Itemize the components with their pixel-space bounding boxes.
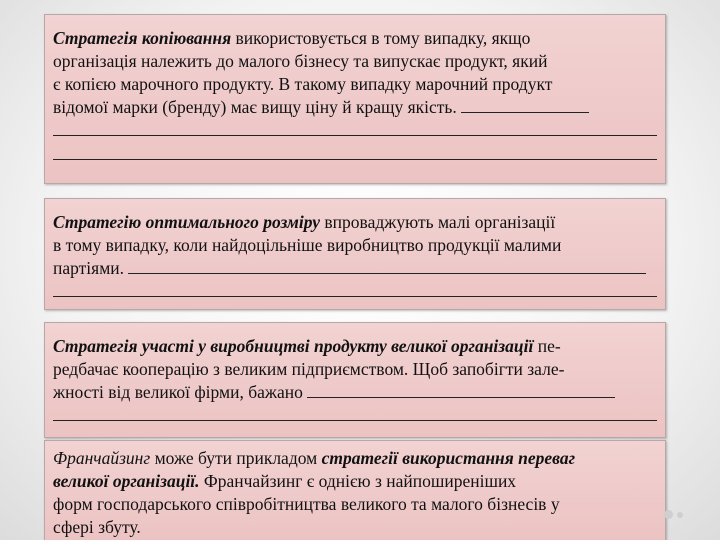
line-text: партіями. — [53, 258, 125, 278]
card-line — [53, 211, 657, 234]
card-line — [53, 335, 657, 358]
answer-blank[interactable] — [461, 96, 589, 113]
card-line: форм господарського співробітництва великого та малого бізнесів у — [53, 494, 560, 514]
line-text: відомої марки (бренду) має вищу ціну й кращу якість. — [53, 97, 457, 117]
decorative-dot — [677, 512, 683, 518]
answer-blank[interactable] — [128, 257, 646, 274]
card-line — [53, 381, 657, 404]
text-card-copying-strategy — [44, 14, 666, 184]
answer-blank[interactable] — [53, 404, 657, 421]
answer-blank[interactable] — [53, 119, 657, 136]
line-text: жності від великої фірми, бажано — [53, 382, 303, 402]
term-optimal-size-strategy: Стратегію оптимального розміру — [53, 212, 321, 232]
term-copying-strategy: Стратегія копіювання — [53, 28, 232, 48]
card-line: організація належить до малого бізнесу та випускає продукт, який — [53, 51, 548, 71]
card-line — [53, 447, 657, 470]
line-text: використовується в тому випадку, якщо — [231, 28, 531, 48]
answer-blank[interactable] — [307, 381, 615, 398]
line-text: може бути прикладом — [150, 448, 322, 468]
line-text: впроваджують малі організації — [320, 212, 556, 232]
term-participation-strategy: Стратегія участі у виробництві продукту великої організації — [53, 336, 534, 356]
card-line: є копією марочного продукту. В такому випадку марочний продукт — [53, 74, 553, 94]
card-line — [53, 257, 657, 280]
answer-blank[interactable] — [53, 280, 657, 297]
decorative-dot — [664, 510, 673, 519]
card-line: сфері збуту. — [53, 517, 141, 537]
card-line — [53, 470, 657, 493]
card-line — [53, 27, 657, 50]
term-franchising: Франчайзинг — [53, 448, 151, 468]
line-text: пе- — [533, 336, 561, 356]
text-card-optimal-size-strategy — [44, 198, 666, 310]
card-line: редбачає кооперацію з великим підприємством. Щоб запобігти зале- — [53, 359, 565, 379]
card-line — [53, 96, 657, 119]
term-large-organization: великої організації. — [53, 471, 200, 491]
text-card-participation-strategy — [44, 322, 666, 438]
term-advantage-strategy: стратегії використання переваг — [321, 448, 576, 468]
answer-blank[interactable] — [53, 143, 657, 160]
text-card-franchising — [44, 440, 666, 540]
card-line: в тому випадку, коли найдоцільніше виробництво продукції малими — [53, 235, 562, 255]
line-text: Франчайзинг є однією з найпоширеніших — [199, 471, 517, 491]
